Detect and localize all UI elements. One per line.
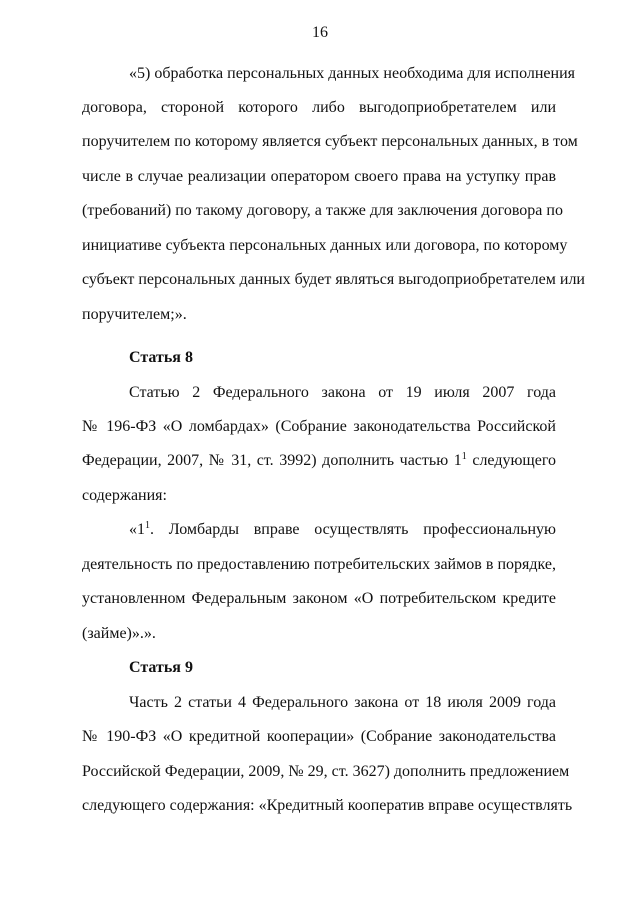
text-line: деятельность по предоставлению потребительских займов в порядке, xyxy=(82,556,556,573)
text-line: числе в случае реализации оператором своего права на уступку прав xyxy=(82,168,556,185)
text-line: (требований) по такому договору, а также для заключения договора по xyxy=(82,202,563,219)
text-line: установленном Федеральным законом «О потребительском кредите xyxy=(82,590,556,607)
text-line: субъект персональных данных будет являться выгодоприобретателем или xyxy=(82,271,585,288)
text-line: следующего содержания: «Кредитный кооператив вправе осуществлять xyxy=(82,797,573,814)
text-line: поручителем по которому является субъект персональных данных, в том xyxy=(82,133,578,150)
text-line: инициативе субъекта персональных данных или договора, по которому xyxy=(82,237,568,254)
text-segment: следующего xyxy=(466,452,556,469)
article-9-heading: Статья 9 xyxy=(129,659,193,676)
superscript: 1 xyxy=(461,451,467,462)
text-line: Статью 2 Федерального закона от 19 июля 2007 года xyxy=(129,384,556,401)
text-line: № 196-ФЗ «О ломбардах» (Собрание законодательства Российской xyxy=(82,418,556,435)
text-line: содержания: xyxy=(82,487,167,504)
text-segment: «1 xyxy=(129,521,145,538)
text-line: «5) обработка персональных данных необходима для исполнения xyxy=(129,65,575,82)
text-line xyxy=(129,520,556,540)
text-line: № 190-ФЗ «О кредитной кооперации» (Собрание законодательства xyxy=(82,728,556,745)
text-segment: Федерации, 2007, № 31, ст. 3992) дополнить частью 1 xyxy=(82,452,462,469)
text-line: Российской Федерации, 2009, № 29, ст. 3627) дополнить предложением xyxy=(82,763,570,780)
text-line xyxy=(82,451,556,471)
text-segment: . Ломбарды вправе осуществлять профессиональную xyxy=(150,521,556,538)
superscript: 1 xyxy=(145,520,150,531)
text-line: (займе)».». xyxy=(82,625,156,642)
text-line: Часть 2 статьи 4 Федерального закона от 18 июля 2009 года xyxy=(129,694,556,711)
text-line: договора, стороной которого либо выгодоприобретателем или xyxy=(82,99,556,116)
text-line: поручителем;». xyxy=(82,306,187,323)
page-number: 16 xyxy=(312,24,328,41)
article-8-heading: Статья 8 xyxy=(129,349,193,366)
